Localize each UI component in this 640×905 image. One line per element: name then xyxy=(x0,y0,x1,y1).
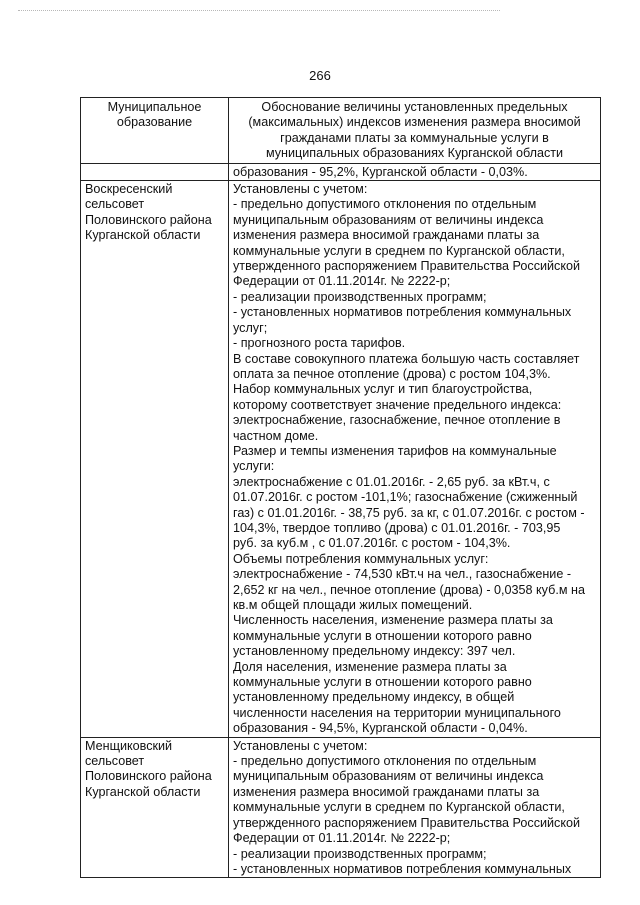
text-line: услуг; xyxy=(233,320,268,335)
text-line: Объемы потребления коммунальных услуг: xyxy=(233,551,489,566)
municipality-line: Курганской области xyxy=(85,228,201,243)
page-number: 266 xyxy=(309,68,331,83)
municipality-line: Половинского района xyxy=(85,212,212,227)
justification-cell xyxy=(229,737,601,878)
text-line: изменения размера вносимой гражданами платы за xyxy=(233,228,540,243)
table-row-voskresensky xyxy=(81,181,601,738)
text-line: газ) с 01.01.2016г. - 38,75 руб. за кг, с 01.07.2016г. с ростом - xyxy=(233,505,585,520)
text-line: утвержденного распоряжением Правительства Российской xyxy=(233,259,581,274)
text-line: электроснабжение, газоснабжение, печное отопление в xyxy=(233,413,561,428)
text-line: - прогнозного роста тарифов. xyxy=(233,336,406,351)
text-line: 104,3%, твердое топливо (дрова) с 01.01.2016г. - 703,95 xyxy=(233,520,561,535)
table-header-row xyxy=(81,98,601,164)
text-line: - установленных нормативов потребления коммунальных xyxy=(233,861,572,876)
text-line: руб. за куб.м , с 01.07.2016г. с ростом - 104,3%. xyxy=(233,536,511,551)
municipality-line: Половинского района xyxy=(85,769,212,784)
text-line: услуги: xyxy=(233,459,275,474)
text-line: коммунальные услуги в отношении которого равно xyxy=(233,675,532,690)
text-line: Федерации от 01.11.2014г. № 2222-р; xyxy=(233,274,451,289)
justification-cell xyxy=(229,181,601,738)
text-line: кв.м общей площади жилых помещений. xyxy=(233,598,473,612)
table-row-menshchikovsky xyxy=(81,737,601,878)
text-line: Доля населения, изменение размера платы за xyxy=(233,659,507,674)
text-line: - предельно допустимого отклонения по отдельным xyxy=(233,197,537,212)
municipality-cell xyxy=(81,181,229,738)
text-line: Размер и темпы изменения тарифов на коммунальные xyxy=(233,443,557,458)
text-line: коммунальные услуги в среднем по Курганской области, xyxy=(233,243,565,258)
text-line: изменения размера вносимой гражданами платы за xyxy=(233,784,540,799)
text-line: численности населения на территории муниципального xyxy=(233,705,561,720)
text-line: В составе совокупного платежа большую часть составляет xyxy=(233,351,580,366)
text-line: коммунальные услуги в отношении которого равно xyxy=(233,628,532,643)
text-line: электроснабжение с 01.01.2016г. - 2,65 руб. за кВт.ч, с xyxy=(233,474,550,489)
scan-artifact-line xyxy=(18,10,500,13)
text-line: - установленных нормативов потребления коммунальных xyxy=(233,305,572,320)
text-line: коммунальные услуги в среднем по Курганской области, xyxy=(233,800,565,815)
municipality-line: сельсовет xyxy=(85,754,145,769)
municipality-line: Менщиковский xyxy=(85,738,173,753)
tariff-justification-table xyxy=(80,97,601,878)
text-line: 01.07.2016г. с ростом -101,1%; газоснабжение (сжиженный xyxy=(233,490,578,505)
text-line: Набор коммунальных услуг и тип благоустройства, xyxy=(233,382,533,397)
text-line: - предельно допустимого отклонения по отдельным xyxy=(233,754,537,769)
text-line: электроснабжение - 74,530 кВт.ч на чел., газоснабжение - xyxy=(233,567,572,582)
continuation-empty-cell xyxy=(81,163,229,180)
text-line: 2,652 кг на чел., печное отопление (дрова) - 0,0358 куб.м на xyxy=(233,582,585,597)
text-line: Установлены с учетом: xyxy=(233,182,368,197)
text-line: муниципальным образованиям от величины индекса xyxy=(233,212,544,227)
municipality-cell xyxy=(81,737,229,878)
text-line: Федерации от 01.11.2014г. № 2222-р; xyxy=(233,831,451,846)
municipality-line: Воскресенский xyxy=(85,182,173,197)
municipality-line: Курганской области xyxy=(85,784,201,799)
text-line: установленному предельному индексу: 397 чел. xyxy=(233,644,516,659)
municipality-line: сельсовет xyxy=(85,197,145,212)
text-line: образования - 94,5%, Курганской области - 0,04%. xyxy=(233,721,528,736)
text-line: Численность населения, изменение размера платы за xyxy=(233,613,553,628)
text-line: Установлены с учетом: xyxy=(233,738,368,753)
header-justification: Обоснование величины установленных предельных (максимальных) индексов изменения размера вносимой гражданами платы за коммунальные услуги в муниципальных образованиях Курганской области xyxy=(229,98,601,164)
text-line: частном доме. xyxy=(233,428,319,443)
text-line: - реализации производственных программ; xyxy=(233,846,487,861)
continuation-row xyxy=(81,163,601,180)
text-line: муниципальным образованиям от величины индекса xyxy=(233,769,544,784)
continuation-text: образования - 95,2%, Курганской области - 0,03%. xyxy=(229,163,601,180)
text-line: установленному предельному индексу, в общей xyxy=(233,690,515,705)
text-line: оплата за печное отопление (дрова) с ростом 104,3%. xyxy=(233,366,551,381)
header-municipality: Муниципальное образование xyxy=(81,98,229,164)
text-line: которому соответствует значение предельного индекса: xyxy=(233,397,562,412)
text-line: утвержденного распоряжением Правительства Российской xyxy=(233,815,581,830)
text-line: - реализации производственных программ; xyxy=(233,289,487,304)
